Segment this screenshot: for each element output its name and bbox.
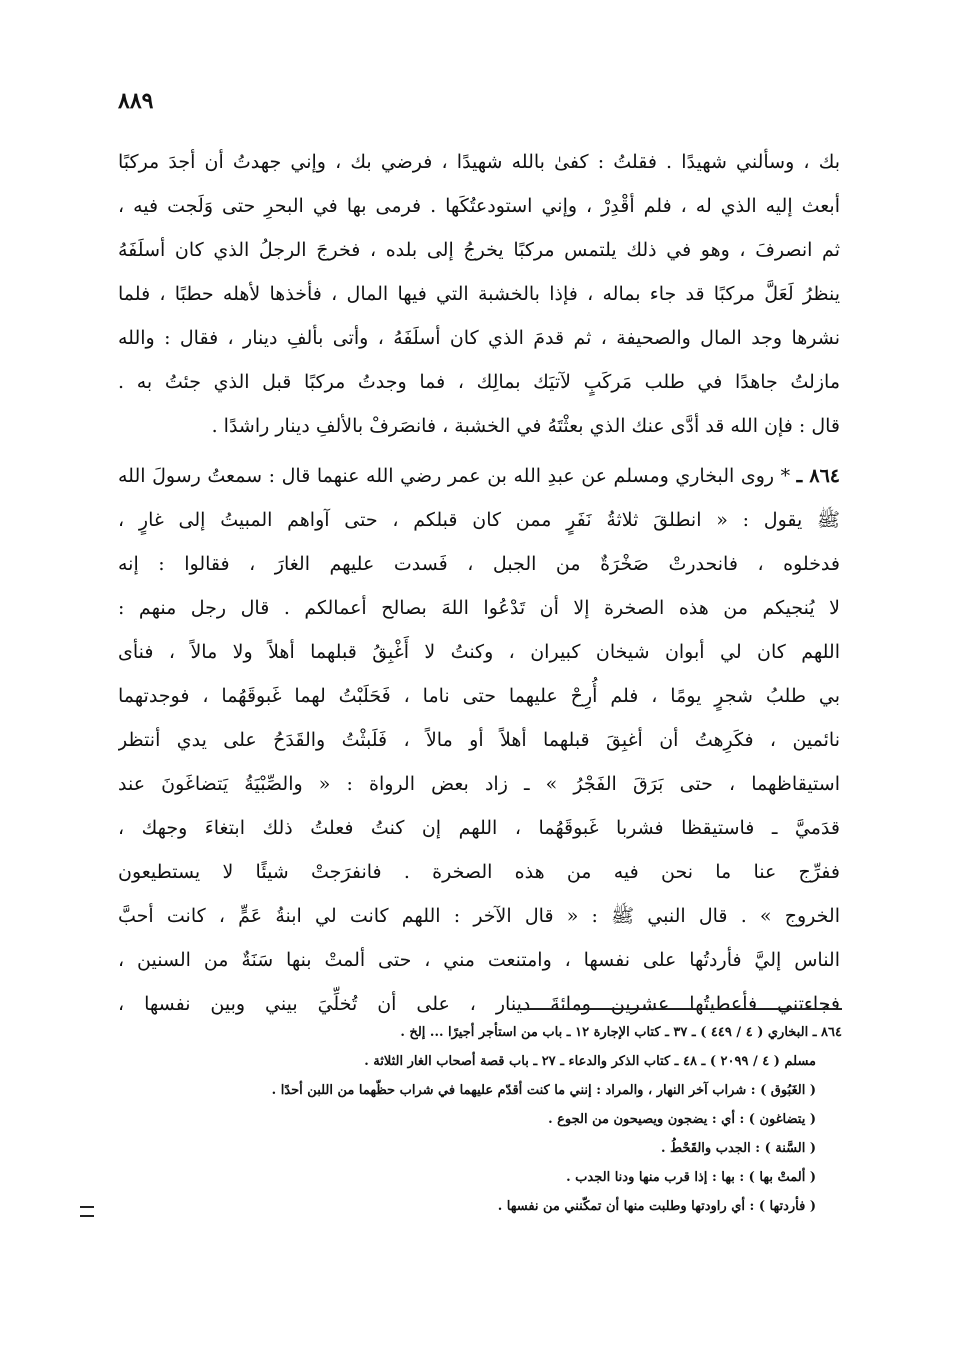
footnote-gloss: ( ألمتْ بها ) : بها : إذا قرب منها ودنا الجدب .	[566, 1170, 816, 1185]
text-line: اللهم كان لي أبوان شيخان كبيران ، وكنتُ لا أَغْبِقُ قبلهما أهلاً ولا مالاً ، فنأى	[118, 641, 840, 663]
text-line: الخروج » . قال النبي ﷺ : « قال الآخر : اللهم كانت لي ابنةُ عَمٍّ ، كانت أحبَّ	[118, 905, 840, 927]
text-line: ﷺ يقول : « انطلقَ ثلاثةُ نَفَرٍ ممن كان قبلكم ، حتى آواهم المبيتُ إلى غارٍ ،	[118, 509, 840, 531]
text-line-first	[118, 454, 840, 498]
text-line: أبعث إليه الذي له ، فلم أقْدِرْ ، وإني استودعتُكَها . فرمى بها في البحرِ حتى وَلَجت فيه ،	[118, 195, 840, 217]
text-line: مازلتُ جاهدًا في طلب مَركَبٍ لآتيَك بمالِك ، فما وجدتُ مركبًا قبل الذي جئتُ به .	[118, 371, 840, 393]
footnote-gloss: ( الغَبُوق ) : شراب آخر النهار ، والمراد : إنني ما كنت أقدّم عليهما في شراب حظّهما من اللبن أحدًا .	[271, 1083, 816, 1098]
main-text	[118, 140, 840, 1026]
text-line: قال : فإن الله قد أدَّى عنك الذي بعثْتَهُ في الخشبة ، فانصَرفْ بالألفِ دينار راشدًا .	[211, 415, 840, 437]
text-line: فدخلوه ، فانحدرتْ صَخْرَةٌ من الجبل ، فَسدت عليهم الغارَ ، فقالوا : إنه	[118, 553, 840, 575]
footnote-gloss: ( يتضاغون ) : أي : يضجون ويصيحون من الجوع .	[548, 1112, 816, 1127]
footnote-source-muslim: مسلم ( ٤ / ٢٠٩٩ ) ـ ٤٨ ـ كتاب الذكر والدعاء ـ ٢٧ ـ باب قصة أصحاب الغار الثلاثة .	[364, 1054, 816, 1069]
footnote-source-bukhari: ٨٦٤ ـ البخاري ( ٤ / ٤٤٩ ) ـ ٣٧ ـ كتاب الإجارة ١٢ ـ باب من استأجر أجيرًا ... إلخ .	[400, 1025, 842, 1040]
text-line: نشرها وجد المال والصحيفة ، ثم قدمَ الذي كان أسلَفَهُ ، وأتى بألفِ دينار ، فقال : والله	[118, 327, 840, 349]
paragraph-hadith-864	[118, 454, 840, 1026]
footnote-gloss: ( فأردتها ) : أي راودتها وطلبت منها أن تمكّنني من نفسها .	[497, 1199, 816, 1214]
text-line: بي طلبُ شجرٍ يومًا ، فلم أُرِحْ عليهما حتى ناما ، فَحَلَبْتُ لهما غَبوقَهُما ، فوجدتهما	[118, 685, 840, 707]
footnotes	[200, 1018, 842, 1221]
text-line: الناس إليَّ فأردتُها على نفسها ، وامتنعت مني ، حتى ألمتْ بنها سَنَةٌ من السنين ،	[118, 949, 840, 971]
text-line: استيقاظهما ، حتى بَرَقَ الفَجْرُ » ـ زاد بعض الرواة : « والصِّبْيَةُ يَتضاغَونَ عند	[118, 773, 840, 795]
text-line-content: * روى البخاري ومسلم عن عبدِ الله بن عمر رضي الله عنهما قال : سمعتُ رسولَ الله	[118, 465, 791, 487]
paragraph-story-continuation	[118, 140, 840, 448]
text-line: نائمين ، فكَرِهتُ أن أغبِقَ قبلهما أهلاً أو مالاً ، فَلَبثْتُ والقَدَحُ على يدي أنتظر	[118, 729, 840, 751]
footnote-gloss: ( السَّنة ) : الجدب والقَحْطُ .	[660, 1141, 816, 1156]
footnote-divider	[520, 1008, 842, 1010]
hadith-number: ٨٦٤ ـ	[796, 465, 840, 487]
text-line: بك ، وسألني شهيدًا . فقلتُ : كفىٰ بالله شهيدًا ، فرضي بك ، وإني جهدتُ أن أجدَ مركبًا	[118, 151, 840, 173]
text-line: ينظرُ لَعَلَّ مركبًا قد جاء بماله ، فإذا بالخشبة التي فيها المال ، فأخذها لأهله حطبًا ، فلما	[118, 283, 840, 305]
text-line: قدَميَّ ـ فاستيقظا فشربا غَبوقَهُما ، اللهم إن كنتُ فعلتُ ذلك ابتغاءَ وجهك ،	[118, 817, 840, 839]
text-line: ففرِّج عنا ما نحن فيه من هذه الصخرة . فانفرَجتْ شيئًا لا يستطيعون	[118, 861, 840, 883]
page-edge-mark	[80, 1206, 94, 1217]
text-line: فجاءتني فأعطيتُها عشرين ومائةَ دينار ، على أن تُخلِّيَ بيني وبين نفسها ،	[118, 993, 840, 1015]
text-line: ثم انصرفَ ، وهو في ذلك يلتمس مركبًا يخرجُ إلى بلده ، فخرجَ الرجلُ الذي كان أسلَفَهُ	[118, 239, 840, 261]
page-number: ٨٨٩	[118, 88, 154, 114]
text-line: لا يُنجيكم من هذه الصخرة إلا أن تَدْعُوا اللهَ بصالح أعمالكم . قال رجل منهم :	[118, 597, 840, 619]
